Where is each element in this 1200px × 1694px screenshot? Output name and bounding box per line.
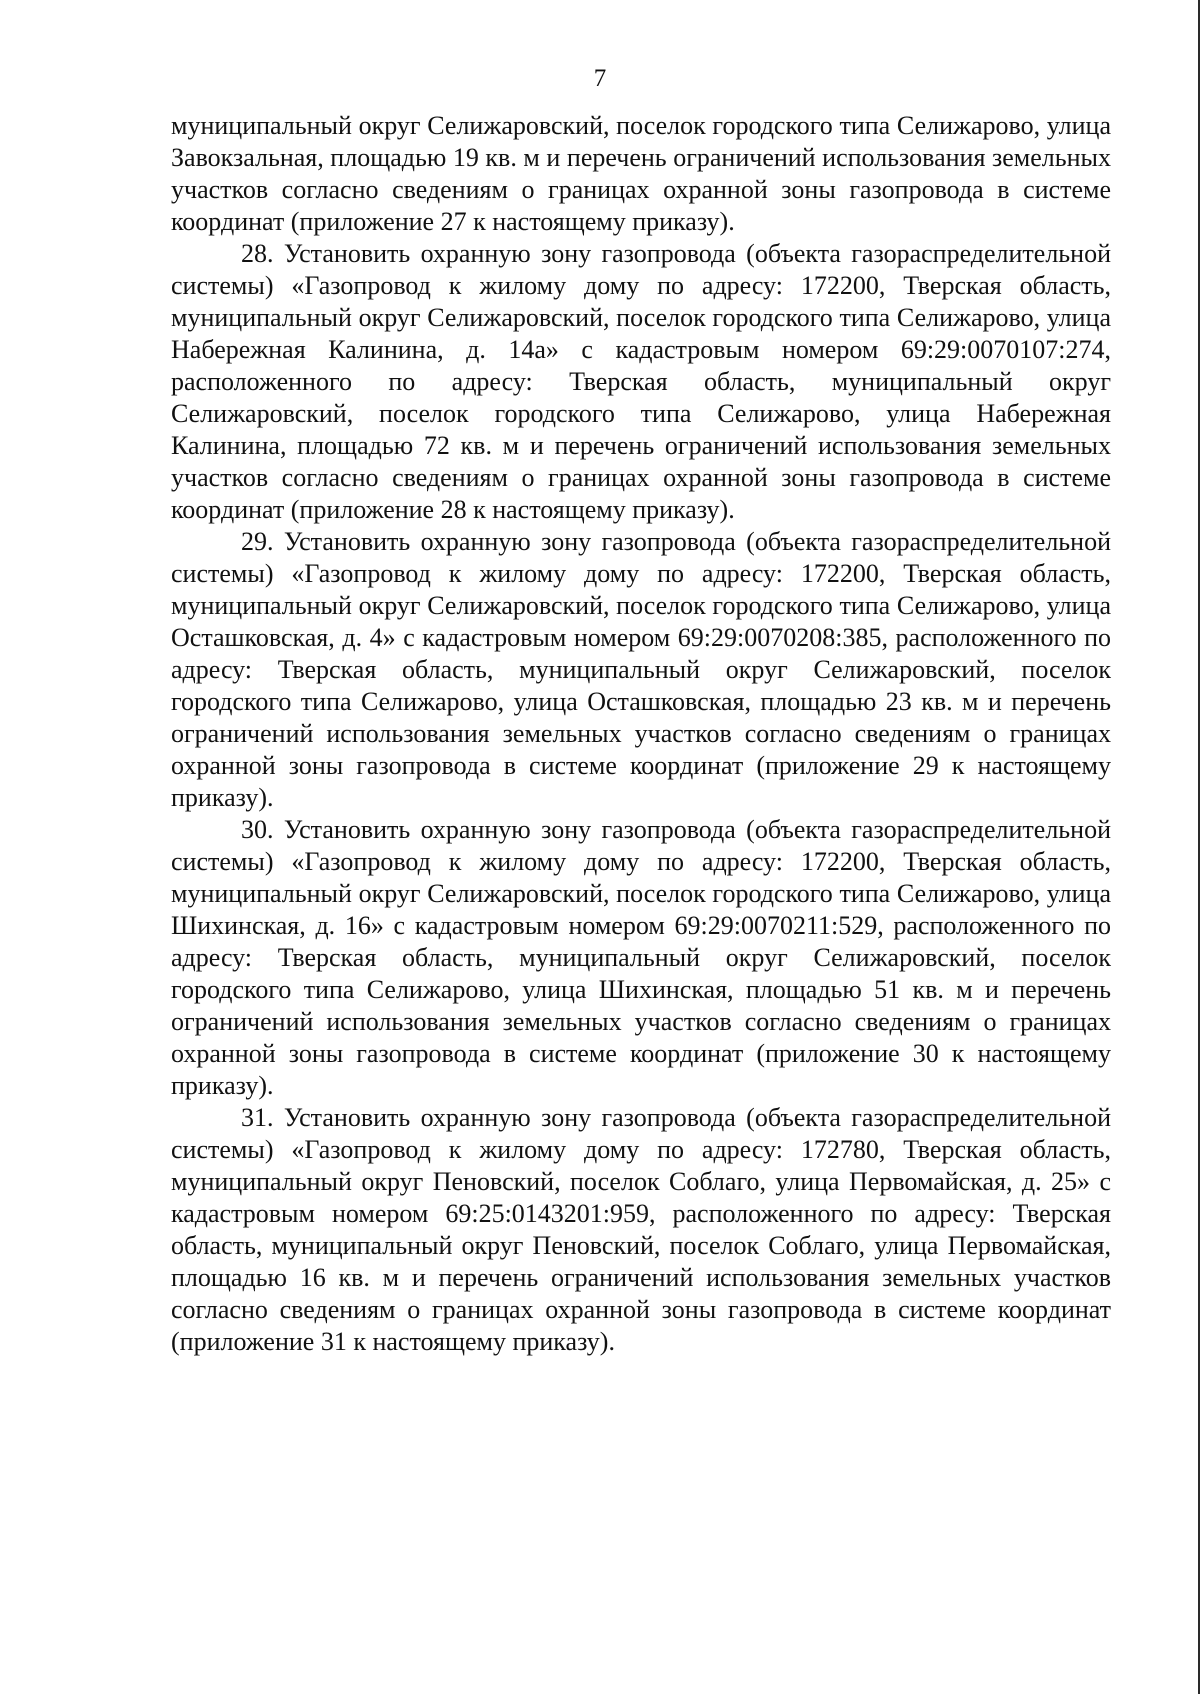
item-29-paragraph xyxy=(171,526,1111,814)
continuation-paragraph: муниципальный округ Селижаровский, поселок городского типа Селижарово, улица Завокзальная, площадью 19 кв. м и перечень ограничений использования земельных участков согласно сведениям о границах охранной зоны газопровода в системе координат (приложение 27 к настоящему приказу). xyxy=(171,111,1111,236)
item-31-paragraph xyxy=(171,1102,1111,1358)
item-29-text: Установить охранную зону газопровода (объекта газораспределительной системы) «Газопровод к жилому дому по адресу: 172200, Тверская область, муниципальный округ Селижаровский, поселок городского типа Селижарово, улица Осташковская, д. 4» с кадастровым номером 69:29:0070208:385, расположенного по адресу: Тверская область, муниципальный округ Селижаровский, поселок городского типа Селижарово, улица Осташковская, площадью 23 кв. м и перечень ограничений использования земельных участков согласно сведениям о границах охранной зоны газопровода в системе координат (приложение 29 к настоящему приказу). xyxy=(171,527,1111,812)
item-30-text: Установить охранную зону газопровода (объекта газораспределительной системы) «Газопровод к жилому дому по адресу: 172200, Тверская область, муниципальный округ Селижаровский, поселок городского типа Селижарово, улица Шихинская, д. 16» с кадастровым номером 69:29:0070211:529, расположенного по адресу: Тверская область, муниципальный округ Селижаровский, поселок городского типа Селижарово, улица Шихинская, площадью 51 кв. м и перечень ограничений использования земельных участков согласно сведениям о границах охранной зоны газопровода в системе координат (приложение 30 к настоящему приказу). xyxy=(171,815,1111,1100)
item-30-number: 30. xyxy=(241,815,274,844)
page-number: 7 xyxy=(593,65,607,92)
item-30-paragraph xyxy=(171,814,1111,1102)
item-28-number: 28. xyxy=(241,239,274,268)
item-28-paragraph xyxy=(171,238,1111,526)
document-body xyxy=(171,110,1111,1358)
item-28-text: Установить охранную зону газопровода (объекта газораспределительной системы) «Газопровод к жилому дому по адресу: 172200, Тверская область, муниципальный округ Селижаровский, поселок городского типа Селижарово, улица Набережная Калинина, д. 14а» с кадастровым номером 69:29:0070107:274, расположенного по адресу: Тверская область, муниципальный округ Селижаровский, поселок городского типа Селижарово, улица Набережная Калинина, площадью 72 кв. м и перечень ограничений использования земельных участков согласно сведениям о границах охранной зоны газопровода в системе координат (приложение 28 к настоящему приказу). xyxy=(171,239,1111,524)
item-31-number: 31. xyxy=(241,1103,274,1132)
item-31-text: Установить охранную зону газопровода (объекта газораспределительной системы) «Газопровод к жилому дому по адресу: 172780, Тверская область, муниципальный округ Пеновский, поселок Соблаго, улица Первомайская, д. 25» с кадастровым номером 69:25:0143201:959, расположенного по адресу: Тверская область, муниципальный округ Пеновский, поселок Соблаго, улица Первомайская, площадью 16 кв. м и перечень ограничений использования земельных участков согласно сведениям о границах охранной зоны газопровода в системе координат (приложение 31 к настоящему приказу). xyxy=(171,1103,1111,1356)
item-29-number: 29. xyxy=(241,527,274,556)
